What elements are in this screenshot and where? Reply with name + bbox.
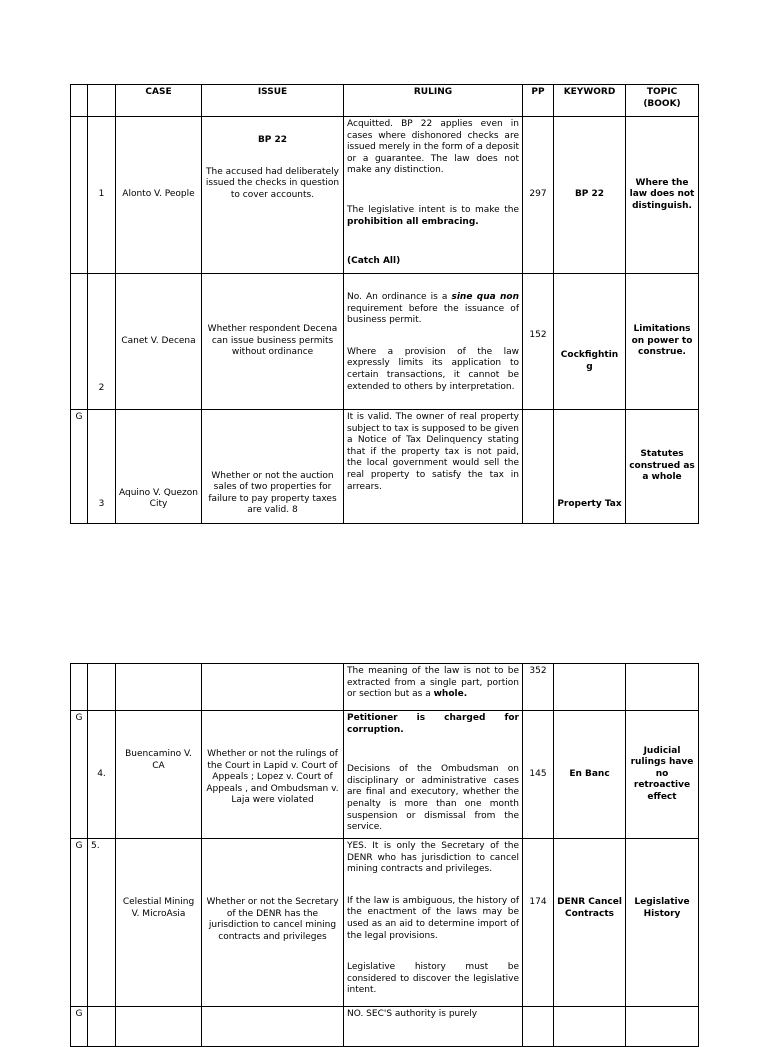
keyword-cell: Cockfightin g xyxy=(554,274,626,410)
page-number: 352 xyxy=(523,664,554,711)
ruling-text: NO. SEC'S authority is purely xyxy=(344,1007,523,1047)
header-row xyxy=(71,85,699,117)
case-number: 4. xyxy=(88,711,116,839)
table-row xyxy=(71,274,699,410)
ruling-text: Acquitted. BP 22 applies even in cases where dishonored checks are issued merely in the form of a deposit or a guarantee. The law does not make any distinction. xyxy=(347,119,519,176)
keyword-cell: Property Tax xyxy=(554,410,626,524)
header-issue: ISSUE xyxy=(202,85,344,117)
topic-cell: Statutes construed as a whole xyxy=(626,410,699,524)
header-topic: TOPIC (BOOK) xyxy=(626,85,699,117)
case-number: 1 xyxy=(88,117,116,274)
ruling-emphasis: whole. xyxy=(433,689,468,700)
table-row xyxy=(71,711,699,839)
issue-text: Whether or not the Secretary of the DENR has the jurisdiction to cancel mining contracts and privileges xyxy=(202,839,344,1007)
header-case: CASE xyxy=(116,85,202,117)
topic-cell: Limitations on power to construe. xyxy=(626,274,699,410)
ruling-cell xyxy=(344,274,523,410)
ruling-text xyxy=(347,666,519,701)
issue-text: The accused had deliberately issued the checks in question to cover accounts. xyxy=(205,166,340,200)
issue-text xyxy=(202,1007,344,1047)
ruling-text: It is valid. The owner of real property subject to tax is supposed to be given a Notice of Tax Delinquency stating that if the property tax is not paid, the local government would sell the real property to satisfy the tax in arrears. xyxy=(344,410,523,524)
keyword-cell xyxy=(554,1007,626,1047)
page-number xyxy=(523,410,554,524)
case-number: 5. xyxy=(88,839,116,1007)
g-cell: G xyxy=(71,711,88,839)
g-cell: G xyxy=(71,1007,88,1047)
header-ruling: RULING xyxy=(344,85,523,117)
ruling-text: If the law is ambiguous, the history of the enactment of the laws may be used as an aid to determine import of the legal provisions. xyxy=(347,895,519,941)
ruling-note: (Catch All) xyxy=(347,256,401,267)
page-number: 174 xyxy=(523,839,554,1007)
case-name: Celestial Mining V. MicroAsia xyxy=(116,839,202,1007)
case-name: Alonto V. People xyxy=(116,117,202,274)
case-name: Buencamino V. CA xyxy=(116,711,202,839)
case-digest-table-1 xyxy=(70,84,699,524)
topic-cell: Legislative History xyxy=(626,839,699,1007)
table-row xyxy=(71,117,699,274)
case-number xyxy=(88,664,116,711)
case-digest-table-2 xyxy=(70,663,699,1047)
ruling-emphasis: sine qua non xyxy=(451,292,520,302)
table-row xyxy=(71,839,699,1007)
ruling-text-part: The meaning of the law is not to be extracted from a single part, portion or section but as a xyxy=(347,666,519,700)
issue-cell xyxy=(202,117,344,274)
ruling-text: Where a provision of the law expressly limits its application to certain transactions, it cannot be extended to others by interpretation. xyxy=(347,346,519,392)
page-number: 145 xyxy=(523,711,554,839)
g-cell xyxy=(71,664,88,711)
ruling-text-part: requirement before the issuance of business permit. xyxy=(347,303,519,326)
ruling-text xyxy=(347,292,519,327)
case-name: Canet V. Decena xyxy=(116,274,202,410)
issue-title: BP 22 xyxy=(257,135,288,145)
case-number: 2 xyxy=(88,274,116,410)
issue-text: Whether respondent Decena can issue business permits without ordinance xyxy=(202,274,344,410)
topic-cell: Where the law does not distinguish. xyxy=(626,117,699,274)
ruling-text: Decisions of the Ombudsman on disciplinary or administrative cases are final and executory, whether the penalty is more than one month suspension or dismissal from the service. xyxy=(347,764,519,833)
topic-cell: Judicial rulings have no retroactive effect xyxy=(626,711,699,839)
ruling-cell xyxy=(344,711,523,839)
ruling-text: Legislative history must be considered to discover the legislative intent. xyxy=(347,962,519,996)
case-number xyxy=(88,1007,116,1047)
issue-text: Whether or not the auction sales of two properties for failure to pay property taxes are valid. 8 xyxy=(202,410,344,524)
ruling-cell xyxy=(344,664,523,711)
keyword-cell: BP 22 xyxy=(554,117,626,274)
header-g xyxy=(71,85,88,117)
ruling-text xyxy=(347,205,519,228)
header-pp: PP xyxy=(523,85,554,117)
header-no xyxy=(88,85,116,117)
ruling-cell xyxy=(344,117,523,274)
g-cell xyxy=(71,274,88,410)
g-cell xyxy=(71,117,88,274)
g-cell: G xyxy=(71,410,88,524)
table-row xyxy=(71,1007,699,1047)
header-keyword: KEYWORD xyxy=(554,85,626,117)
table-row xyxy=(71,664,699,711)
ruling-text-part: No. An ordinance is a xyxy=(347,292,452,302)
ruling-text: YES. It is only the Secretary of the DENR who has jurisdiction to cancel mining contracts and privileges. xyxy=(347,841,519,875)
ruling-text-part: The legislative intent is to make the xyxy=(347,204,519,215)
case-number: 3 xyxy=(88,410,116,524)
topic-cell xyxy=(626,664,699,711)
keyword-cell: DENR Cancel Contracts xyxy=(554,839,626,1007)
keyword-cell xyxy=(554,664,626,711)
page-number: 152 xyxy=(523,274,554,410)
keyword-cell: En Banc xyxy=(554,711,626,839)
page-number xyxy=(523,1007,554,1047)
issue-text: Whether or not the rulings of the Court in Lapid v. Court of Appeals ; Lopez v. Court of Appeals , and Ombudsman v. Laja were violated xyxy=(202,711,344,839)
topic-cell xyxy=(626,1007,699,1047)
page-number: 297 xyxy=(523,117,554,274)
case-name xyxy=(116,664,202,711)
case-name: Aquino V. Quezon City xyxy=(116,410,202,524)
g-cell: G xyxy=(71,839,88,1007)
ruling-emphasis: prohibition all embracing. xyxy=(347,216,479,227)
table-row xyxy=(71,410,699,524)
ruling-lead: Petitioner is charged for corruption. xyxy=(347,713,519,735)
ruling-cell xyxy=(344,839,523,1007)
case-name xyxy=(116,1007,202,1047)
issue-text xyxy=(202,664,344,711)
